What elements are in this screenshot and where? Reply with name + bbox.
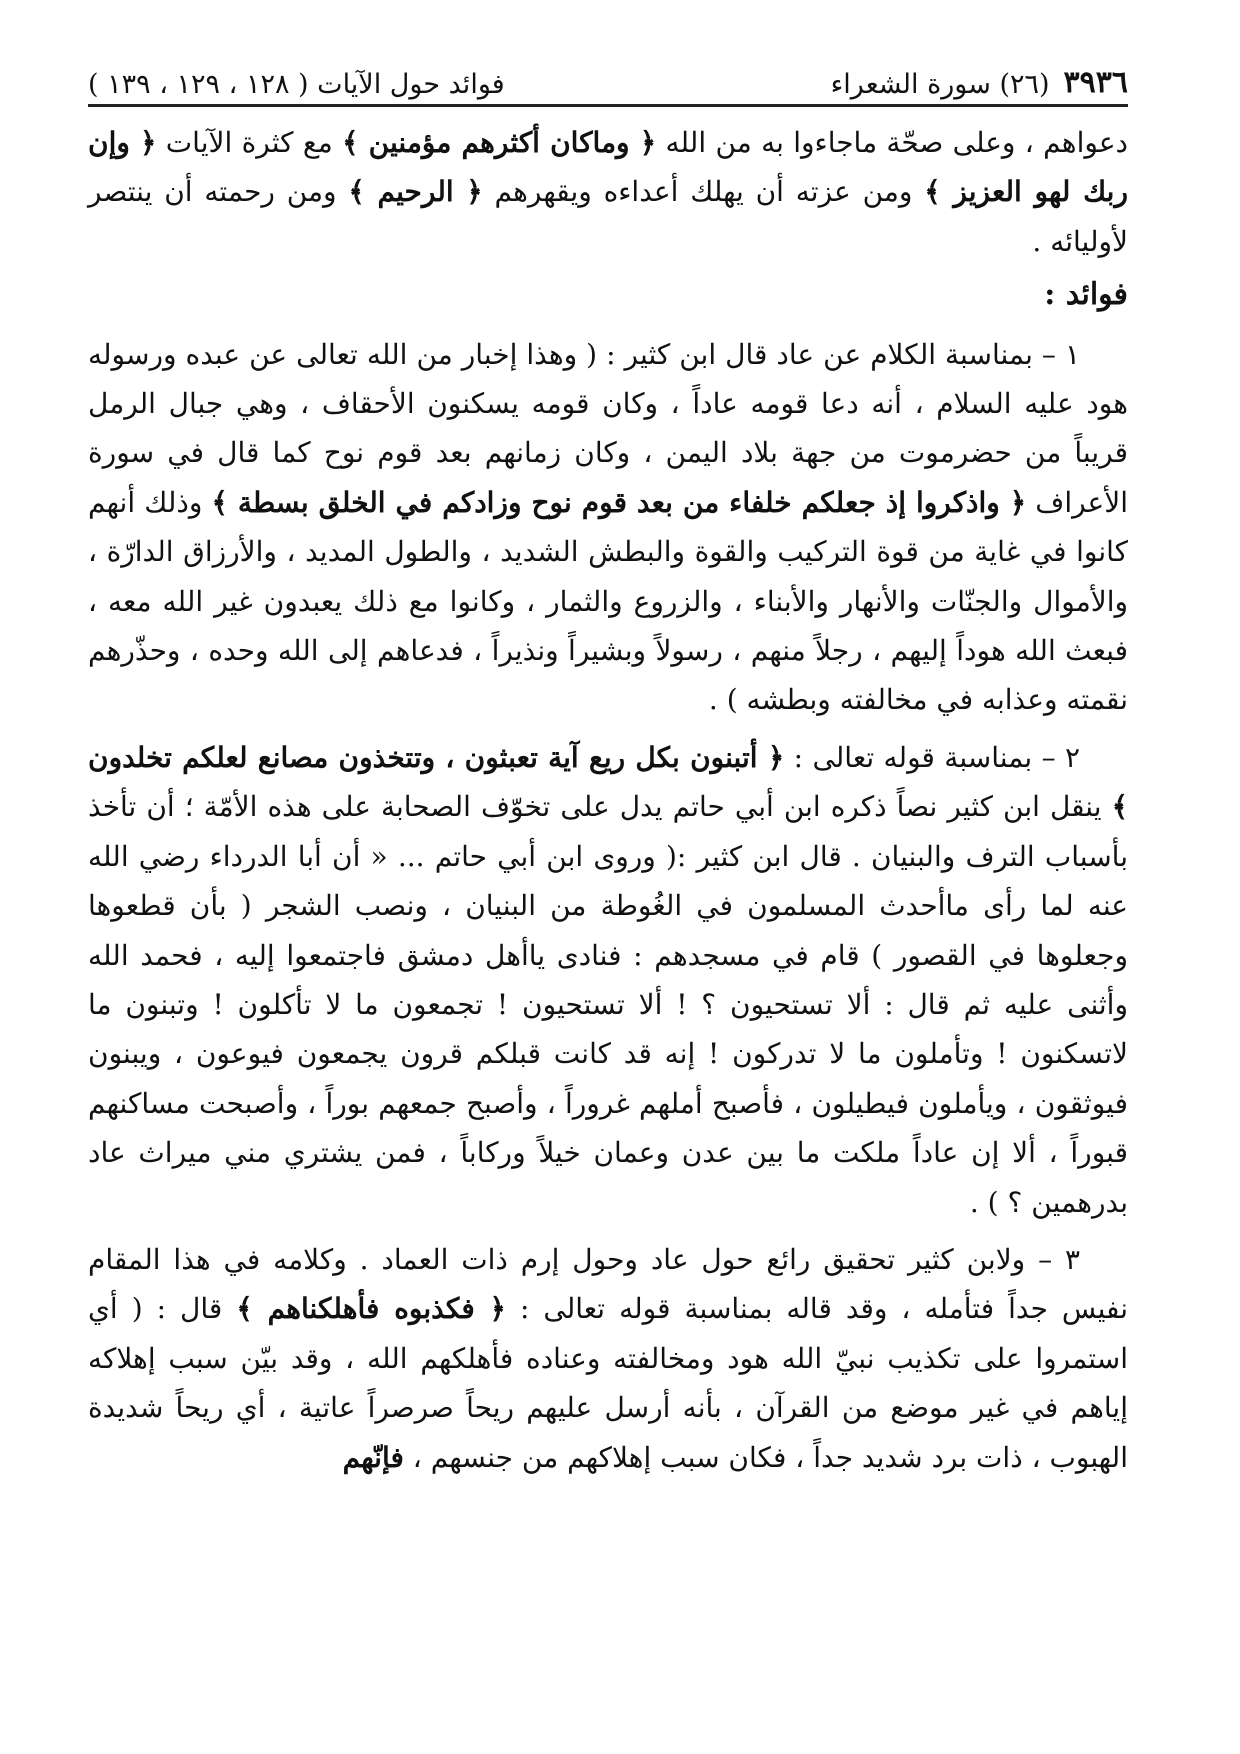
intro-text-4: ومن رحمته أن ينتصر لأوليائه . <box>88 175 1128 258</box>
header-divider <box>88 104 1128 107</box>
para1-text-1: ١ – بمناسبة الكلام عن عاد قال ابن كثير : ( وهذا إخبار من الله تعالى عن عبده ورسوله هود عليه السلام ، أنه دعا قومه عاداً ، وكان قومه يسكنون الأحقاف ، وهي جبال الرمل قريباً من حضرموت من جهة بلاد اليمن ، وكان زمانهم بعد قوم نوح كما قال في سورة الأعراف <box>88 337 1129 519</box>
intro-text-3: ومن عزته أن يهلك أعداءه ويقهرهم <box>482 175 925 209</box>
para3-text-1: ٣ – ولابن كثير تحقيق رائع حول عاد وحول إرم ذات العماد . وكلامه في هذا المقام نفيس جداً فتأمله ، وقد قاله بمناسبة قوله تعالى : <box>88 1242 1129 1326</box>
para2-text-2: ينقل ابن كثير نصاً ذكره ابن أبي حاتم يدل على تخوّف الصحابة على هذه الأمّة ؛ أن تأخذ بأسباب الترف والبنيان . قال ابن كثير :( وروى ابن أبي حاتم ... « أن أبا الدرداء رضي الله عنه لما رأى ماأحدث المسلمون في الغُوطة من البنيان ، ونصب الشجر ( بأن قطعوها وجعلوها في القصور ) قام في مسجدهم : فنادى ياأهل دمشق فاجتمعوا إليه ، فحمد الله وأثنى عليه ثم قال : ألا تستحيون ؟ ! ألا تستحيون ! تجمعون ما لا تأكلون ! وتبنون ما لاتسكنون ! وتأملون ما لا تدركون ! إنه قد كانت قبلكم قرون يجمعون فيوعون ، ويبنون فيوثقون ، ويأملون فيطيلون ، فأصبح أملهم غروراً ، وأصبح جمعهم بوراً ، وأصبحت مساكنهم قبوراً ، ألا إن عاداً ملكت ما بين عدن وعمان خيلاً وركاباً ، فمن يشتري مني ميراث عاد بدرهمين ؟ ) . <box>88 790 1128 1219</box>
benefit-paragraph-2 <box>88 733 1128 1227</box>
quran-verse: ﴿ وماكان أكثرهم مؤمنين ﴾ <box>342 126 657 159</box>
intro-text-1: دعواهم ، وعلى صحّة ماجاءوا به من الله <box>656 126 1128 159</box>
page-number: ٣٩٣٦ <box>1063 65 1128 100</box>
page-body <box>88 118 1128 1482</box>
intro-paragraph <box>88 118 1128 266</box>
section-topic: فوائد حول الآيات ( ١٢٨ ، ١٢٩ ، ١٣٩ ) <box>88 69 505 100</box>
surah-title: (٢٦) سورة الشعراء <box>830 69 1050 100</box>
quran-verse: ﴿ الرحيم ﴾ <box>348 175 483 209</box>
benefit-paragraph-1 <box>88 330 1128 725</box>
section-heading: فوائد : <box>1044 277 1128 313</box>
quran-verse: ﴿ واذكروا إذ جعلكم خلفاء من بعد قوم نوح وزادكم في الخلق بسطة ﴾ <box>211 485 1027 519</box>
header-right <box>831 65 1128 100</box>
page-header <box>88 38 1128 100</box>
para3-text-3: فإنّهم <box>342 1440 404 1474</box>
quran-verse: ﴿ أتبنون بكل ريع آية تعبثون ، وتتخذون مصانع لعلكم تخلدون ﴾ <box>88 740 1128 824</box>
quran-verse: ﴿ وإن ربك لهو العزيز ﴾ <box>88 126 1128 209</box>
para2-text-1: ٢ – بمناسبة قوله تعالى : <box>784 740 1081 774</box>
intro-text-2: مع كثرة الآيات <box>156 126 343 159</box>
para3-text-2: قال : ( أي استمروا على تكذيب نبيّ الله هود ومخالفته وعناده فأهلكهم الله ، وقد بيّن سبب إهلاكه إياهم في غير موضع من القرآن ، بأنه أرسل عليهم ريحاً صرصراً عاتية ، أي ريحاً شديدة الهبوب ، ذات برد شديد جداً ، فكان سبب إهلاكهم من جنسهم ، <box>88 1292 1128 1474</box>
para1-text-2: وذلك أنهم كانوا في غاية من قوة التركيب والقوة والبطش الشديد ، والطول المديد ، والأرزاق الدارّة ، والأموال والجنّات والأنهار والأبناء ، والزروع والثمار ، وكانوا مع ذلك يعبدون غير الله معه ، فبعث الله هوداً إليهم ، رجلاً منهم ، رسولاً وبشيراً ونذيراً ، فدعاهم إلى الله وحده ، وحذّرهم نقمته وعذابه في مخالفته وبطشه ) . <box>88 485 1128 717</box>
benefit-paragraph-3 <box>88 1235 1128 1482</box>
quran-verse: ﴿ فكذبوه فأهلكناهم ﴾ <box>236 1292 506 1326</box>
